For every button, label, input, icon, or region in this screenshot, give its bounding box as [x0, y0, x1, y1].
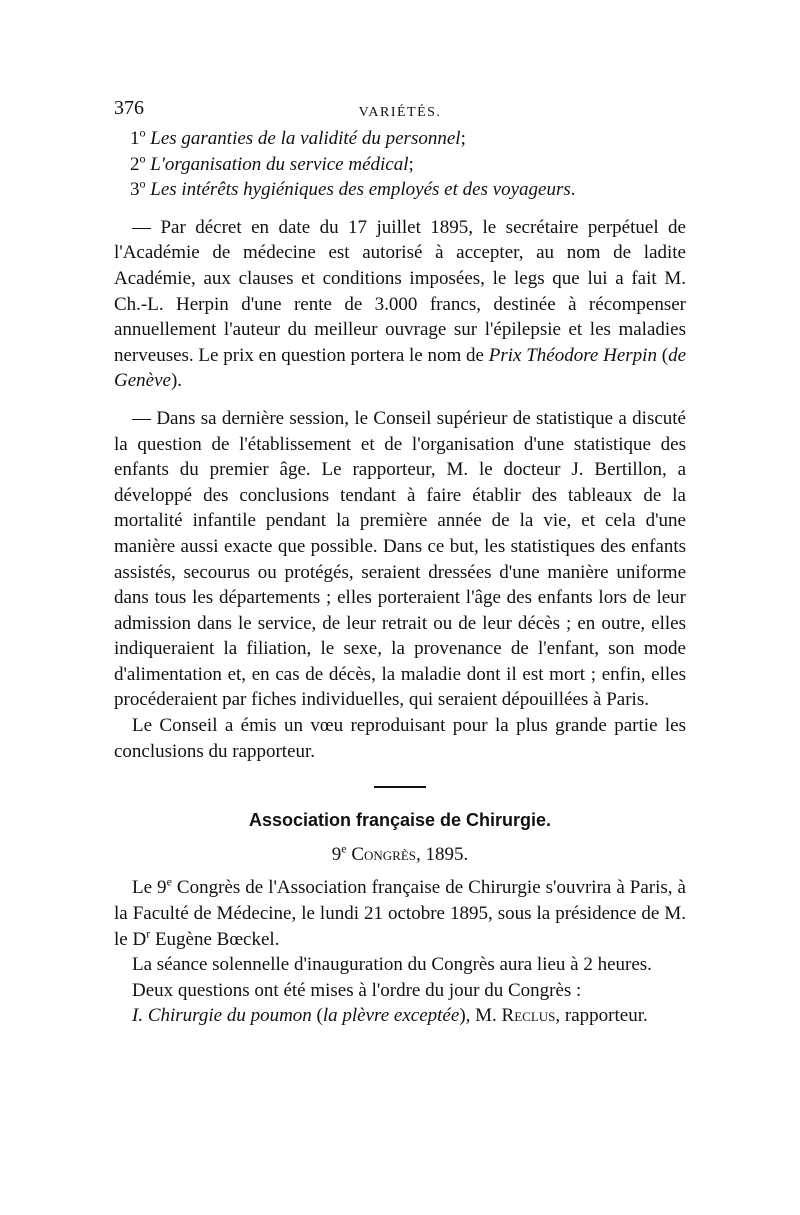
paragraph-question-one: I. Chirurgie du poumon (la plèvre exceptée), M. Reclus, rapporteur.	[132, 1005, 648, 1027]
list-item: 1$^o$ Les garanties de la validité du personnel;	[130, 125, 466, 149]
paragraph-statistics-council: — Dans sa dernière session, le Conseil supérieur de statistique a discuté la question de l'établissement et de l'organisation d'une statistique des enfants du premier âge. Le rapporteur, M. le docteur J. Bertillon, a développé des conclusions tendant à faire établir des tableaux de la mortalité infantile pendant la première année de la vie, et cela d'une manière aussi exacte que possible. Dans ce but, les statistiques des enfants assistés, secourus ou protégés, seraient dressées d'une manière uniforme dans tous les départements ; elles porteraient l'âge des enfants lors de leur admission dans le service, de leur retrait ou de leur décès ; en outre, elles indiqueraient la filiation, le sexe, la provenance de l'enfant, son mode d'alimentation et, en cas de décès, la maladie dont il est mort ; enfin, elles procéderaient par fiches individuelles, qui seraient dépouillées à Paris.	[114, 407, 686, 711]
list-item: 3$^o$ Les intérêts hygiéniques des employés et des voyageurs.	[130, 176, 576, 201]
paragraph-herpin-prize: — Par décret en date du 17 juillet 1895, le secrétaire perpétuel de l'Académie de médecine est autorisé à accepter, au nom de ladite Académie, aux clauses et conditions imposées, le legs que lui a fait M. Ch.-L. Herpin d'une rente de 3.000 francs, destinée à récompenser annuellement l'auteur du meilleur ouvrage sur l'épilepsie et les maladies nerveuses. Le prix en question portera le nom de Prix Théodore Herpin (de Genève).	[114, 216, 687, 392]
paragraph-congress-opening: Le 9e Congrès de l'Association française de Chirurgie s'ouvrira à Paris, à la Faculté de Médecine, le lundi 21 octobre 1895, sous la présidence de M. le $D^r$ Eugène Bœckel.	[114, 875, 686, 950]
page-number: 376	[114, 97, 144, 119]
section-divider	[374, 786, 426, 788]
list-item: 2$^o$ L'organisation du service médical;	[130, 151, 414, 175]
paragraph-agenda: Deux questions ont été mises à l'ordre du jour du Congrès :	[132, 979, 582, 1001]
section-subtitle: 9e Congrès, 1895.	[331, 841, 469, 865]
document-page	[114, 96, 686, 1029]
section-title: Association française de Chirurgie.	[248, 810, 552, 831]
running-title: VARIÉTÉS.	[358, 105, 442, 120]
numbered-list	[114, 126, 686, 203]
paragraph-inauguration: La séance solennelle d'inauguration du Congrès aura lieu à 2 heures.	[132, 954, 652, 976]
paragraph-council-vow: Le Conseil a émis un vœu reproduisant pour la plus grande partie les conclusions du rapporteur.	[114, 715, 686, 762]
page-header	[114, 96, 686, 126]
